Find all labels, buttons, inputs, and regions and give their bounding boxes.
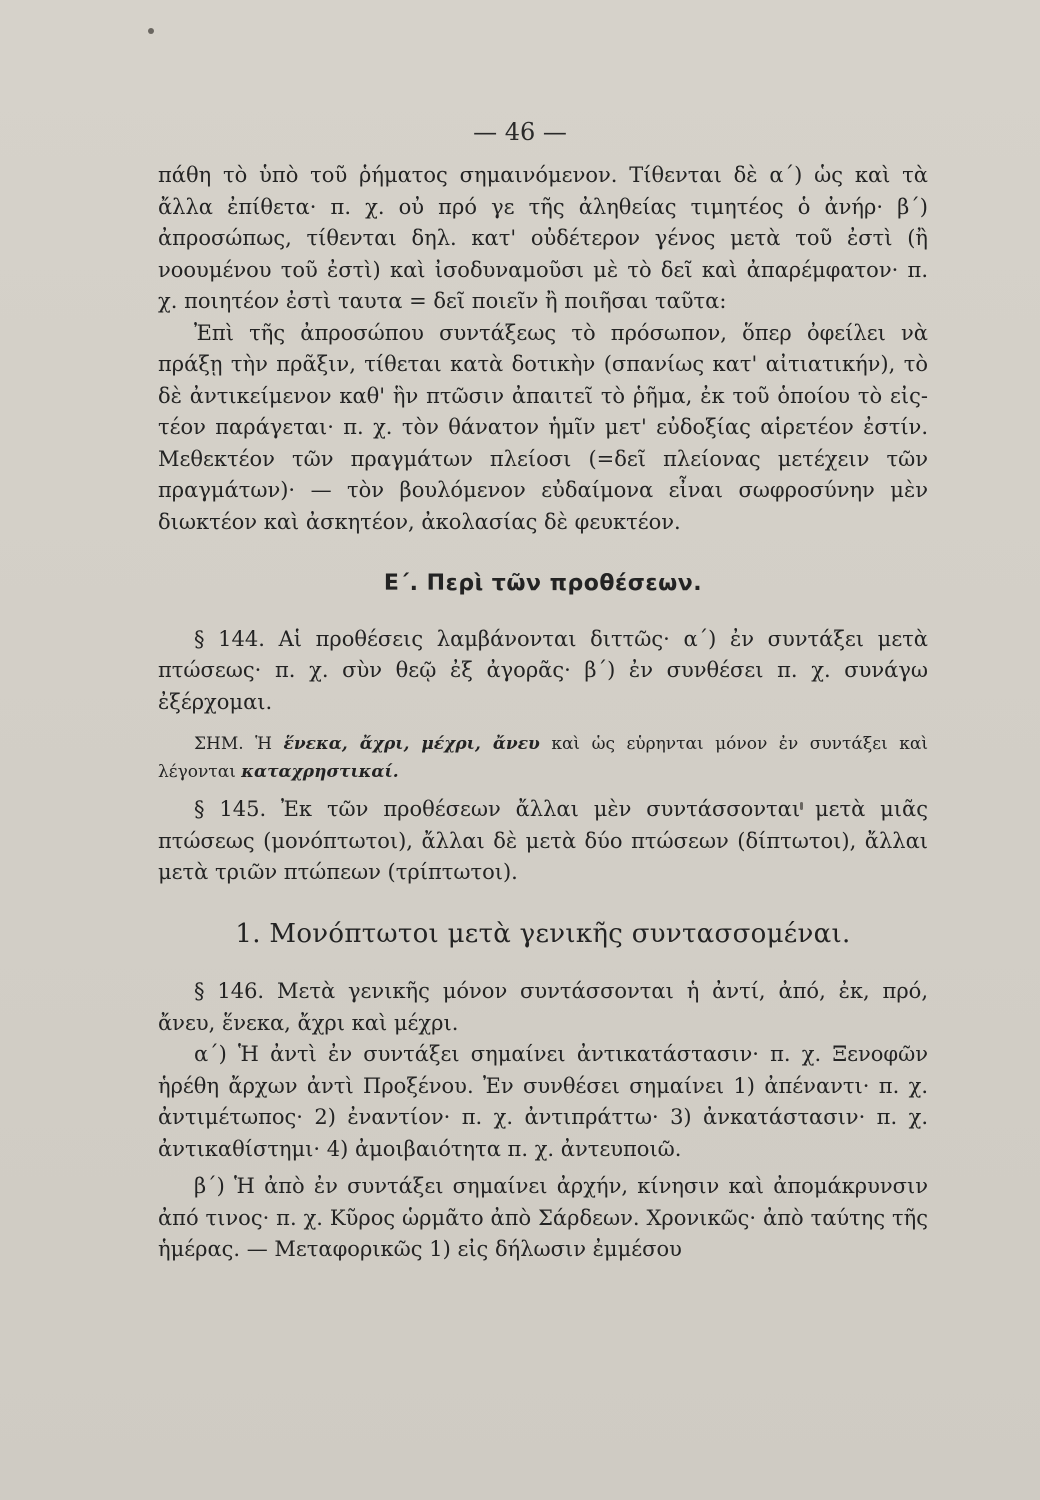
page-body	[158, 160, 928, 1266]
note	[158, 730, 928, 786]
section-heading: Ε΄. Περὶ τῶν προθέσεων.	[383, 571, 703, 596]
paragraph-continuation: πάθη τὸ ὑπὸ τοῦ ῥήματος σημαινόμενον. Τίθενται δὲ α΄) ὡς καὶ τὰ ἄλλα ἐπίθετα· π. χ. οὐ πρό γε τῆς ἀληθείας τιμητέος ὁ ἀνήρ· β΄) ἀπροσώπως, τίθενται δηλ. κατ' οὐδέτερον γένος μετὰ τοῦ ἐστὶ (ἢ νοουμένου τοῦ ἐστὶ) καὶ ἰσοδυναμοῦσι μὲ τὸ δεῖ καὶ ἀπαρέμφατον· π. χ. ποιητέον ἐστὶ ταυτα = δεῖ ποιεῖν ἢ ποιῆσαι ταῦτα:	[158, 163, 928, 313]
paragraph-anti: α΄) Ἡ ἀντὶ ἐν συντάξει σημαίνει ἀντικατάστασιν· π. χ. Ξενοφῶν ἡρέθη ἄρχων ἀντὶ Προξένου. Ἐν συνθέσει σημαίνει 1) ἀπέναντι· π. χ. ἀντιμέτωπος· 2) ἐναντίον· π. χ. ἀντιπράττω· 3) ἀνκατάστασιν· π. χ. ἀντικαθίστημι· 4) ἀμοιβαιότητα π. χ. ἀντευποιῶ.	[158, 1042, 928, 1161]
subsection-heading: 1. Μονόπτωτοι μετὰ γενικῆς συντασσομέναι.	[235, 918, 851, 949]
note-prefix: ΣΗΜ. Ἡ	[194, 734, 273, 754]
paragraph-apo: β΄) Ἡ ἀπὸ ἐν συντάξει σημαίνει ἀρχήν, κίνησιν καὶ ἀπομάκρυνσιν ἀπό τινος· π. χ. Κῦρος ὡρμᾶτο ἀπὸ Σάρδεων. Χρονικῶς· ἀπὸ ταύτης τῆς ἡμέρας. — Μεταφορικῶς 1) εἰς δήλωσιν ἐμμέσου	[158, 1174, 928, 1261]
paragraph-impersonal-syntax: Ἐπὶ τῆς ἀπροσώπου συντάξεως τὸ πρόσωπον, ὅπερ ὀφείλει νὰ πράξῃ τὴν πρᾶξιν, τίθεται κατὰ δοτικὴν (σπανίως κατ' αἰτιατικήν), τὸ δὲ ἀντικείμενον καθ' ἣν πτῶσιν ἀπαιτεῖ τὸ ῥῆμα, ἐκ τοῦ ὁποίου τὸ εἰς-τέον παράγεται· π. χ. τὸν θάνατον ἡμῖν μετ' εὐδοξίας αἱρετέον ἐστίν. Μεθεκτέον τῶν πραγμάτων πλείοσι (=δεῖ πλείονας μετέχειν τῶν πραγμάτων)· — τὸν βουλόμενον εὐδαίμονα εἶναι σωφροσύνην μὲν διωκτέον καὶ ἀσκητέον, ἀκολασίας δὲ φευκτέον.	[158, 320, 928, 534]
note-keywords: ἕνεκα, ἄχρι, μέχρι, ἄνευ	[283, 734, 540, 754]
paragraph-146: § 146. Μετὰ γενικῆς μόνον συντάσσονται ἡ ἀντί, ἀπό, ἐκ, πρό, ἄνευ, ἕνεκα, ἄχρι καὶ μέχρι.	[158, 979, 928, 1035]
paper-speck	[148, 28, 154, 34]
page-number: — 46 —	[473, 118, 567, 146]
paragraph-144: § 144. Αἱ προθέσεις λαμβάνονται διττῶς· α΄) ἐν συντάξει μετὰ πτώσεως· π. χ. σὺν θεῷ ἐξ ἀγορᾶς· β΄) ἐν συνθέσει π. χ. συνάγω ἐξέρχομαι.	[158, 626, 928, 714]
note-term: καταχρηστικαί.	[241, 762, 399, 782]
note-middle: καὶ ὡς εὑρηνται μόνον ἐν συντάξει καὶ λέγονται	[158, 734, 928, 782]
paragraph-145: § 145. Ἐκ τῶν προθέσεων ἄλλαι μὲν συντάσσονται μετὰ μιᾶς πτώσεως (μονόπτωτοι), ἄλλαι δὲ μετὰ δύο πτώσεων (δίπτωτοι), ἄλλαι μετὰ τριῶν πτώπεων (τρίπτωτοι).	[158, 797, 928, 884]
